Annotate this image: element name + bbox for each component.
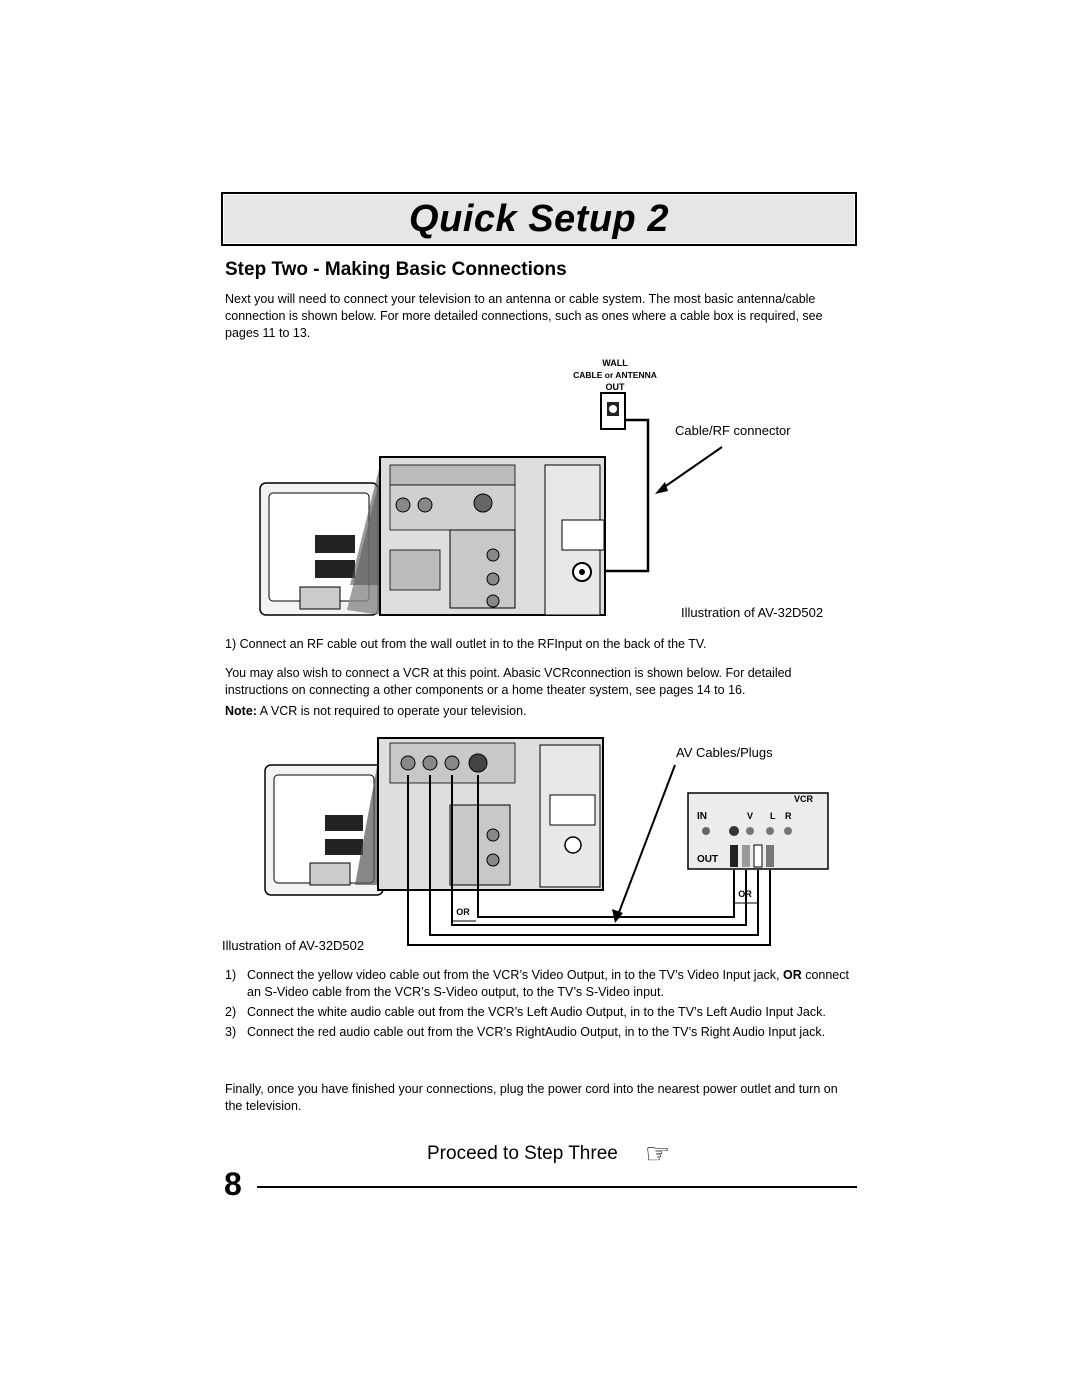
step-text: Connect the white audio cable out from the VCR’s Left Audio Output, in to the TV’s Left Audio Input Jack. — [247, 1005, 826, 1019]
tv-side-illustration — [260, 457, 385, 615]
vcr-l-label: L — [770, 811, 776, 821]
wall-label-out: OUT — [605, 382, 625, 392]
footer-divider — [257, 1186, 857, 1188]
step-text: Connect the red audio cable out from the VCR’s RightAudio Output, in to the TV’s Right Audio Input jack. — [247, 1025, 826, 1039]
vcr-connection-diagram — [260, 735, 835, 955]
or-label-2: OR — [738, 889, 752, 899]
note-label: Note: — [225, 704, 257, 718]
page-title: Quick Setup 2 — [409, 197, 669, 240]
step-number: 3) — [225, 1025, 237, 1039]
step-bold: OR — [782, 968, 802, 982]
illustration-caption-1: Illustration of AV-32D502 — [681, 605, 824, 620]
step-item-3 — [225, 1024, 855, 1041]
av-cables-label: AV Cables/Plugs — [676, 745, 773, 760]
vcr-out-label: OUT — [697, 854, 719, 865]
cable-rf-connector-label: Cable/RF connector — [675, 423, 791, 438]
vcr-in-label: IN — [697, 811, 707, 822]
vcr-rear-panel-illustration — [688, 793, 828, 869]
rf-connection-diagram — [255, 355, 855, 625]
note-text: A VCR is not required to operate your television. — [256, 704, 527, 718]
intro-paragraph: Next you will need to connect your television to an antenna or cable system. The most basic antenna/cable connection is shown below. For more detailed connections, such as ones where a cable box is required, see pages 11 to 13. — [225, 292, 823, 340]
step-number: 2) — [225, 1005, 237, 1019]
page-title-banner — [221, 192, 857, 246]
vcr-v-label: V — [747, 811, 754, 821]
vcr-paragraph: You may also wish to connect a VCR at this point. Abasic VCRconnection is shown below. For detailed instructions on connecting a other components or a home theater system, see pages 14 to 16. — [225, 666, 792, 697]
steps-list — [225, 967, 855, 1041]
tv-side-illustration-2 — [265, 740, 383, 895]
or-label-1: OR — [456, 907, 470, 917]
step-text: Connect the yellow video cable out from the VCR’s Video Output, in to the TV’s Video Input jack, — [247, 968, 783, 982]
tv-rear-panel-illustration-2 — [378, 738, 603, 890]
vcr-title: VCR — [793, 794, 813, 804]
wall-outlet-icon — [601, 393, 625, 429]
vcr-r-label: R — [785, 811, 792, 821]
tv-rear-panel-illustration — [380, 457, 605, 615]
rf-instruction: 1) Connect an RF cable out from the wall outlet in to the RFInput on the back of the TV. — [225, 637, 707, 651]
page-number: 8 — [224, 1166, 242, 1202]
illustration-caption-2: Illustration of AV-32D502 — [222, 938, 365, 953]
wall-label-cable: CABLE or ANTENNA — [573, 370, 657, 380]
step-heading: Step Two - Making Basic Connections — [225, 259, 567, 280]
step-text: connect an S-Video cable from the VCR’s S-Video output, to the TV’s S-Video input. — [247, 968, 849, 999]
proceed-link: Proceed to Step Three — [427, 1143, 618, 1164]
pointing-hand-icon: ☞ — [645, 1138, 671, 1169]
note — [225, 703, 527, 720]
step-item-1 — [225, 967, 855, 1001]
step-item-2 — [225, 1004, 855, 1021]
final-paragraph: Finally, once you have finished your connections, plug the power cord into the nearest power outlet and turn on the television. — [225, 1082, 838, 1113]
step-number: 1) — [225, 968, 237, 982]
wall-label: WALL — [602, 358, 628, 368]
